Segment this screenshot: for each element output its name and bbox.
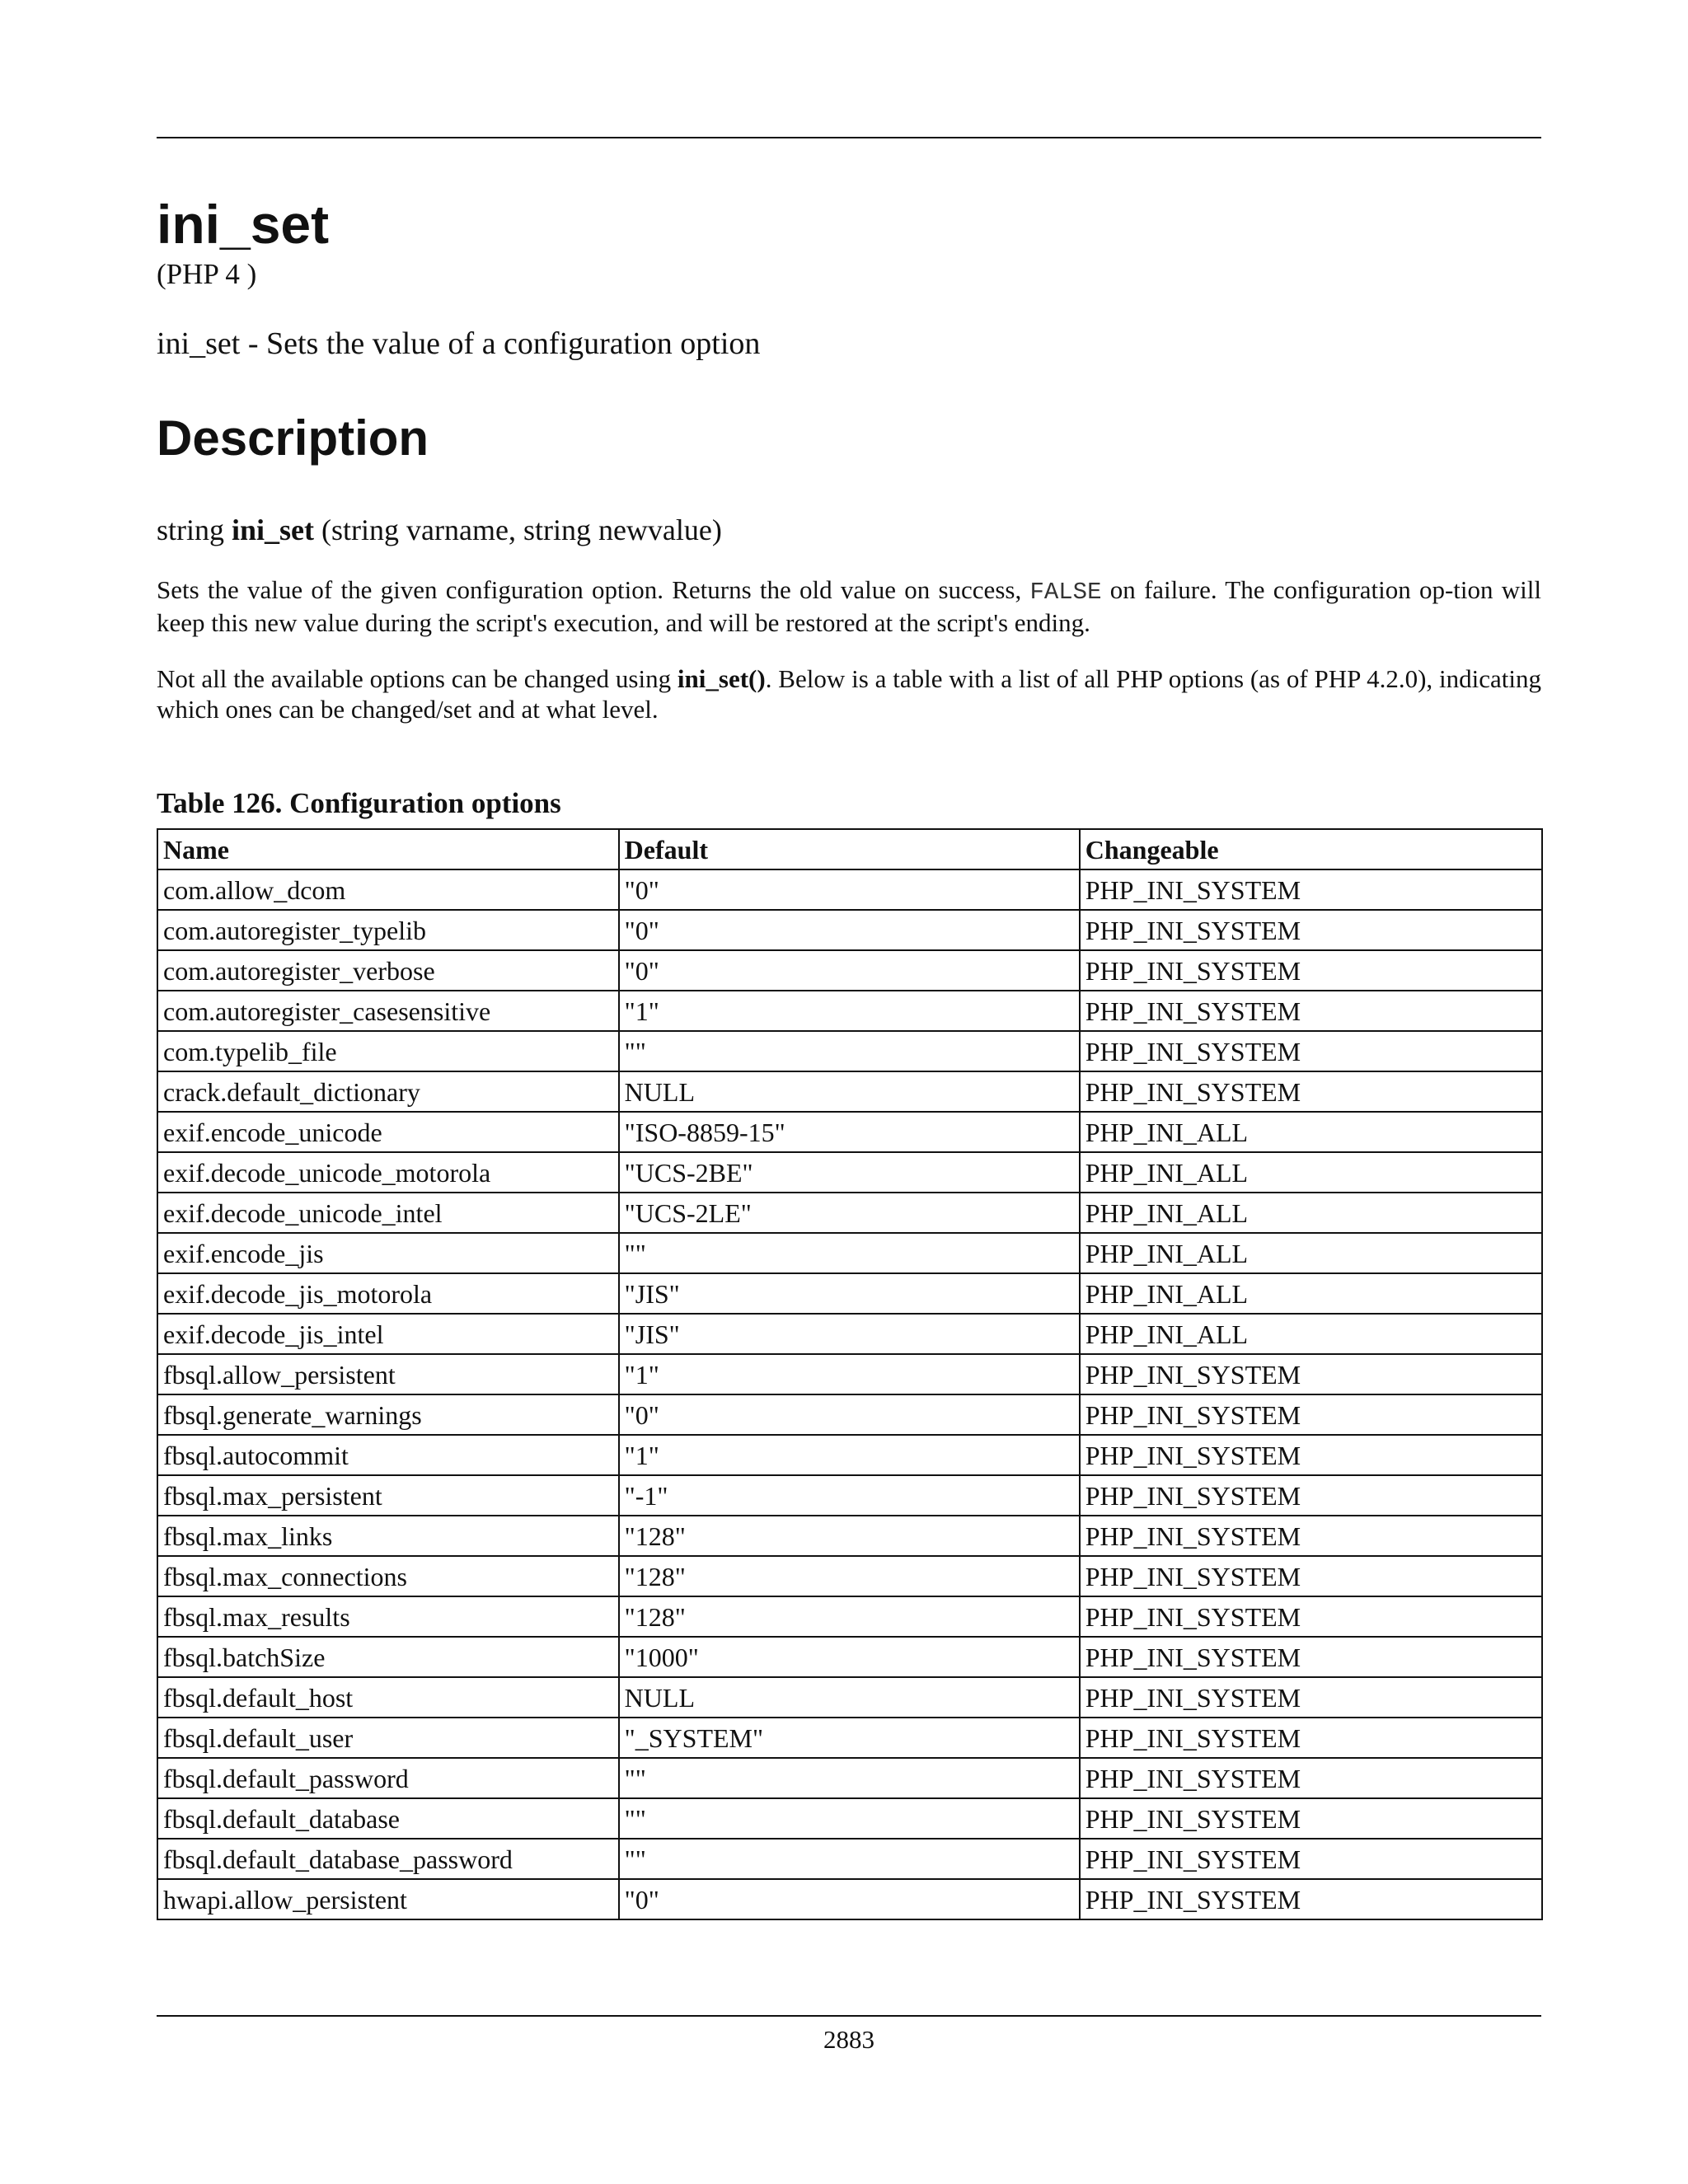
synopsis-function-name: ini_set: [232, 513, 315, 546]
default-value-cell: "0": [619, 869, 1080, 910]
false-constant: FALSE: [1029, 579, 1102, 606]
table-row: [157, 1193, 1542, 1233]
option-name-cell: com.allow_dcom: [157, 869, 619, 910]
default-value-cell: "": [619, 1798, 1080, 1839]
changeable-cell: PHP_INI_ALL: [1080, 1233, 1542, 1273]
default-value-cell: "0": [619, 910, 1080, 950]
table-row: [157, 950, 1542, 991]
changeable-cell: PHP_INI_SYSTEM: [1080, 1475, 1542, 1516]
default-value-cell: "": [619, 1031, 1080, 1071]
table-row: [157, 1879, 1542, 1919]
option-name-cell: fbsql.autocommit: [157, 1435, 619, 1475]
table-row: [157, 1596, 1542, 1637]
table-row: [157, 1798, 1542, 1839]
table-row: [157, 1516, 1542, 1556]
document-page: [157, 0, 1541, 2184]
changeable-cell: PHP_INI_ALL: [1080, 1112, 1542, 1152]
changeable-cell: PHP_INI_SYSTEM: [1080, 1354, 1542, 1394]
option-name-cell: fbsql.default_database_password: [157, 1839, 619, 1879]
option-name-cell: fbsql.default_database: [157, 1798, 619, 1839]
changeable-cell: PHP_INI_SYSTEM: [1080, 1798, 1542, 1839]
description-paragraph-2: [157, 663, 1541, 724]
table-row: [157, 1677, 1542, 1718]
table-row: [157, 1233, 1542, 1273]
table-row: [157, 1475, 1542, 1516]
option-name-cell: fbsql.default_user: [157, 1718, 619, 1758]
default-value-cell: "0": [619, 1879, 1080, 1919]
table-row: [157, 1718, 1542, 1758]
changeable-cell: PHP_INI_SYSTEM: [1080, 1637, 1542, 1677]
default-value-cell: NULL: [619, 1677, 1080, 1718]
option-name-cell: fbsql.allow_persistent: [157, 1354, 619, 1394]
option-name-cell: exif.encode_jis: [157, 1233, 619, 1273]
table-row: [157, 1637, 1542, 1677]
option-name-cell: fbsql.max_results: [157, 1596, 619, 1637]
option-name-cell: fbsql.max_links: [157, 1516, 619, 1556]
default-value-cell: NULL: [619, 1071, 1080, 1112]
changeable-cell: PHP_INI_SYSTEM: [1080, 1556, 1542, 1596]
table-body: [157, 869, 1542, 1919]
changeable-cell: PHP_INI_SYSTEM: [1080, 910, 1542, 950]
default-value-cell: "UCS-2BE": [619, 1152, 1080, 1193]
default-value-cell: "1": [619, 1435, 1080, 1475]
ini-set-function-ref: ini_set(): [677, 664, 766, 693]
footer-rule: [157, 2015, 1541, 2017]
changeable-cell: PHP_INI_SYSTEM: [1080, 869, 1542, 910]
option-name-cell: hwapi.allow_persistent: [157, 1879, 619, 1919]
description-paragraph-1: [157, 574, 1541, 638]
option-name-cell: fbsql.max_persistent: [157, 1475, 619, 1516]
changeable-cell: PHP_INI_SYSTEM: [1080, 1596, 1542, 1637]
changeable-cell: PHP_INI_SYSTEM: [1080, 1516, 1542, 1556]
option-name-cell: fbsql.max_connections: [157, 1556, 619, 1596]
table-row: [157, 1031, 1542, 1071]
section-heading-description: Description: [157, 410, 429, 466]
default-value-cell: "1000": [619, 1637, 1080, 1677]
changeable-cell: PHP_INI_SYSTEM: [1080, 1394, 1542, 1435]
synopsis-params: (string varname, string newvalue): [321, 513, 722, 546]
changeable-cell: PHP_INI_SYSTEM: [1080, 1071, 1542, 1112]
table-row: [157, 991, 1542, 1031]
header-rule: [157, 137, 1541, 138]
option-name-cell: crack.default_dictionary: [157, 1071, 619, 1112]
changeable-cell: PHP_INI_ALL: [1080, 1273, 1542, 1314]
option-name-cell: com.autoregister_verbose: [157, 950, 619, 991]
column-header-changeable: Changeable: [1080, 829, 1542, 869]
table-row: [157, 1112, 1542, 1152]
table-row: [157, 1839, 1542, 1879]
changeable-cell: PHP_INI_SYSTEM: [1080, 1839, 1542, 1879]
default-value-cell: "0": [619, 1394, 1080, 1435]
page-number: 2883: [823, 2025, 874, 2054]
changeable-cell: PHP_INI_SYSTEM: [1080, 1758, 1542, 1798]
option-name-cell: fbsql.default_password: [157, 1758, 619, 1798]
default-value-cell: "JIS": [619, 1273, 1080, 1314]
default-value-cell: "": [619, 1233, 1080, 1273]
option-name-cell: exif.decode_jis_motorola: [157, 1273, 619, 1314]
table-row: [157, 1435, 1542, 1475]
column-header-default: Default: [619, 829, 1080, 869]
option-name-cell: fbsql.default_host: [157, 1677, 619, 1718]
page-title: ini_set: [157, 194, 330, 255]
default-value-cell: "0": [619, 950, 1080, 991]
option-name-cell: com.autoregister_typelib: [157, 910, 619, 950]
changeable-cell: PHP_INI_SYSTEM: [1080, 1718, 1542, 1758]
synopsis-return-type: string: [157, 513, 225, 546]
function-purpose: ini_set - Sets the value of a configuration option: [157, 326, 761, 361]
changeable-cell: PHP_INI_SYSTEM: [1080, 1031, 1542, 1071]
changeable-cell: PHP_INI_ALL: [1080, 1193, 1542, 1233]
default-value-cell: "": [619, 1758, 1080, 1798]
changeable-cell: PHP_INI_ALL: [1080, 1152, 1542, 1193]
table-row: [157, 1354, 1542, 1394]
table-row: [157, 1071, 1542, 1112]
changeable-cell: PHP_INI_ALL: [1080, 1314, 1542, 1354]
table-row: [157, 910, 1542, 950]
table-row: [157, 1758, 1542, 1798]
option-name-cell: exif.decode_unicode_intel: [157, 1193, 619, 1233]
default-value-cell: "-1": [619, 1475, 1080, 1516]
table-row: [157, 869, 1542, 910]
option-name-cell: exif.decode_jis_intel: [157, 1314, 619, 1354]
table-row: [157, 1152, 1542, 1193]
default-value-cell: "1": [619, 1354, 1080, 1394]
option-name-cell: com.typelib_file: [157, 1031, 619, 1071]
paragraph-1-text-after: on failure. The configuration op-tion will keep this new value during the script's execution, and will be restored at the script's ending.: [157, 575, 1541, 637]
default-value-cell: "ISO-8859-15": [619, 1112, 1080, 1152]
option-name-cell: exif.encode_unicode: [157, 1112, 619, 1152]
default-value-cell: "": [619, 1839, 1080, 1879]
changeable-cell: PHP_INI_SYSTEM: [1080, 950, 1542, 991]
function-synopsis: [157, 511, 722, 549]
changeable-cell: PHP_INI_SYSTEM: [1080, 1435, 1542, 1475]
changeable-cell: PHP_INI_SYSTEM: [1080, 1879, 1542, 1919]
changeable-cell: PHP_INI_SYSTEM: [1080, 1677, 1542, 1718]
default-value-cell: "JIS": [619, 1314, 1080, 1354]
paragraph-1-text-before: Sets the value of the given configuration option. Returns the old value on success,: [157, 575, 1030, 604]
default-value-cell: "_SYSTEM": [619, 1718, 1080, 1758]
table-header-row: [157, 829, 1542, 869]
configuration-options-table: [157, 828, 1543, 1920]
option-name-cell: exif.decode_unicode_motorola: [157, 1152, 619, 1193]
php-version: (PHP 4 ): [157, 258, 257, 290]
paragraph-2-text-before: Not all the available options can be changed using: [157, 664, 678, 693]
changeable-cell: PHP_INI_SYSTEM: [1080, 991, 1542, 1031]
table-row: [157, 1556, 1542, 1596]
default-value-cell: "128": [619, 1596, 1080, 1637]
table-title: Table 126. Configuration options: [157, 787, 561, 819]
default-value-cell: "1": [619, 991, 1080, 1031]
table-row: [157, 1273, 1542, 1314]
table-row: [157, 1394, 1542, 1435]
option-name-cell: fbsql.generate_warnings: [157, 1394, 619, 1435]
paragraph-2-text-after: . Below is a table with a list of all PHP options (as of PHP 4.2.0), indicating which ones can be changed/set and at what level.: [157, 664, 1541, 724]
default-value-cell: "128": [619, 1556, 1080, 1596]
column-header-name: Name: [157, 829, 619, 869]
default-value-cell: "128": [619, 1516, 1080, 1556]
option-name-cell: fbsql.batchSize: [157, 1637, 619, 1677]
table-row: [157, 1314, 1542, 1354]
option-name-cell: com.autoregister_casesensitive: [157, 991, 619, 1031]
default-value-cell: "UCS-2LE": [619, 1193, 1080, 1233]
